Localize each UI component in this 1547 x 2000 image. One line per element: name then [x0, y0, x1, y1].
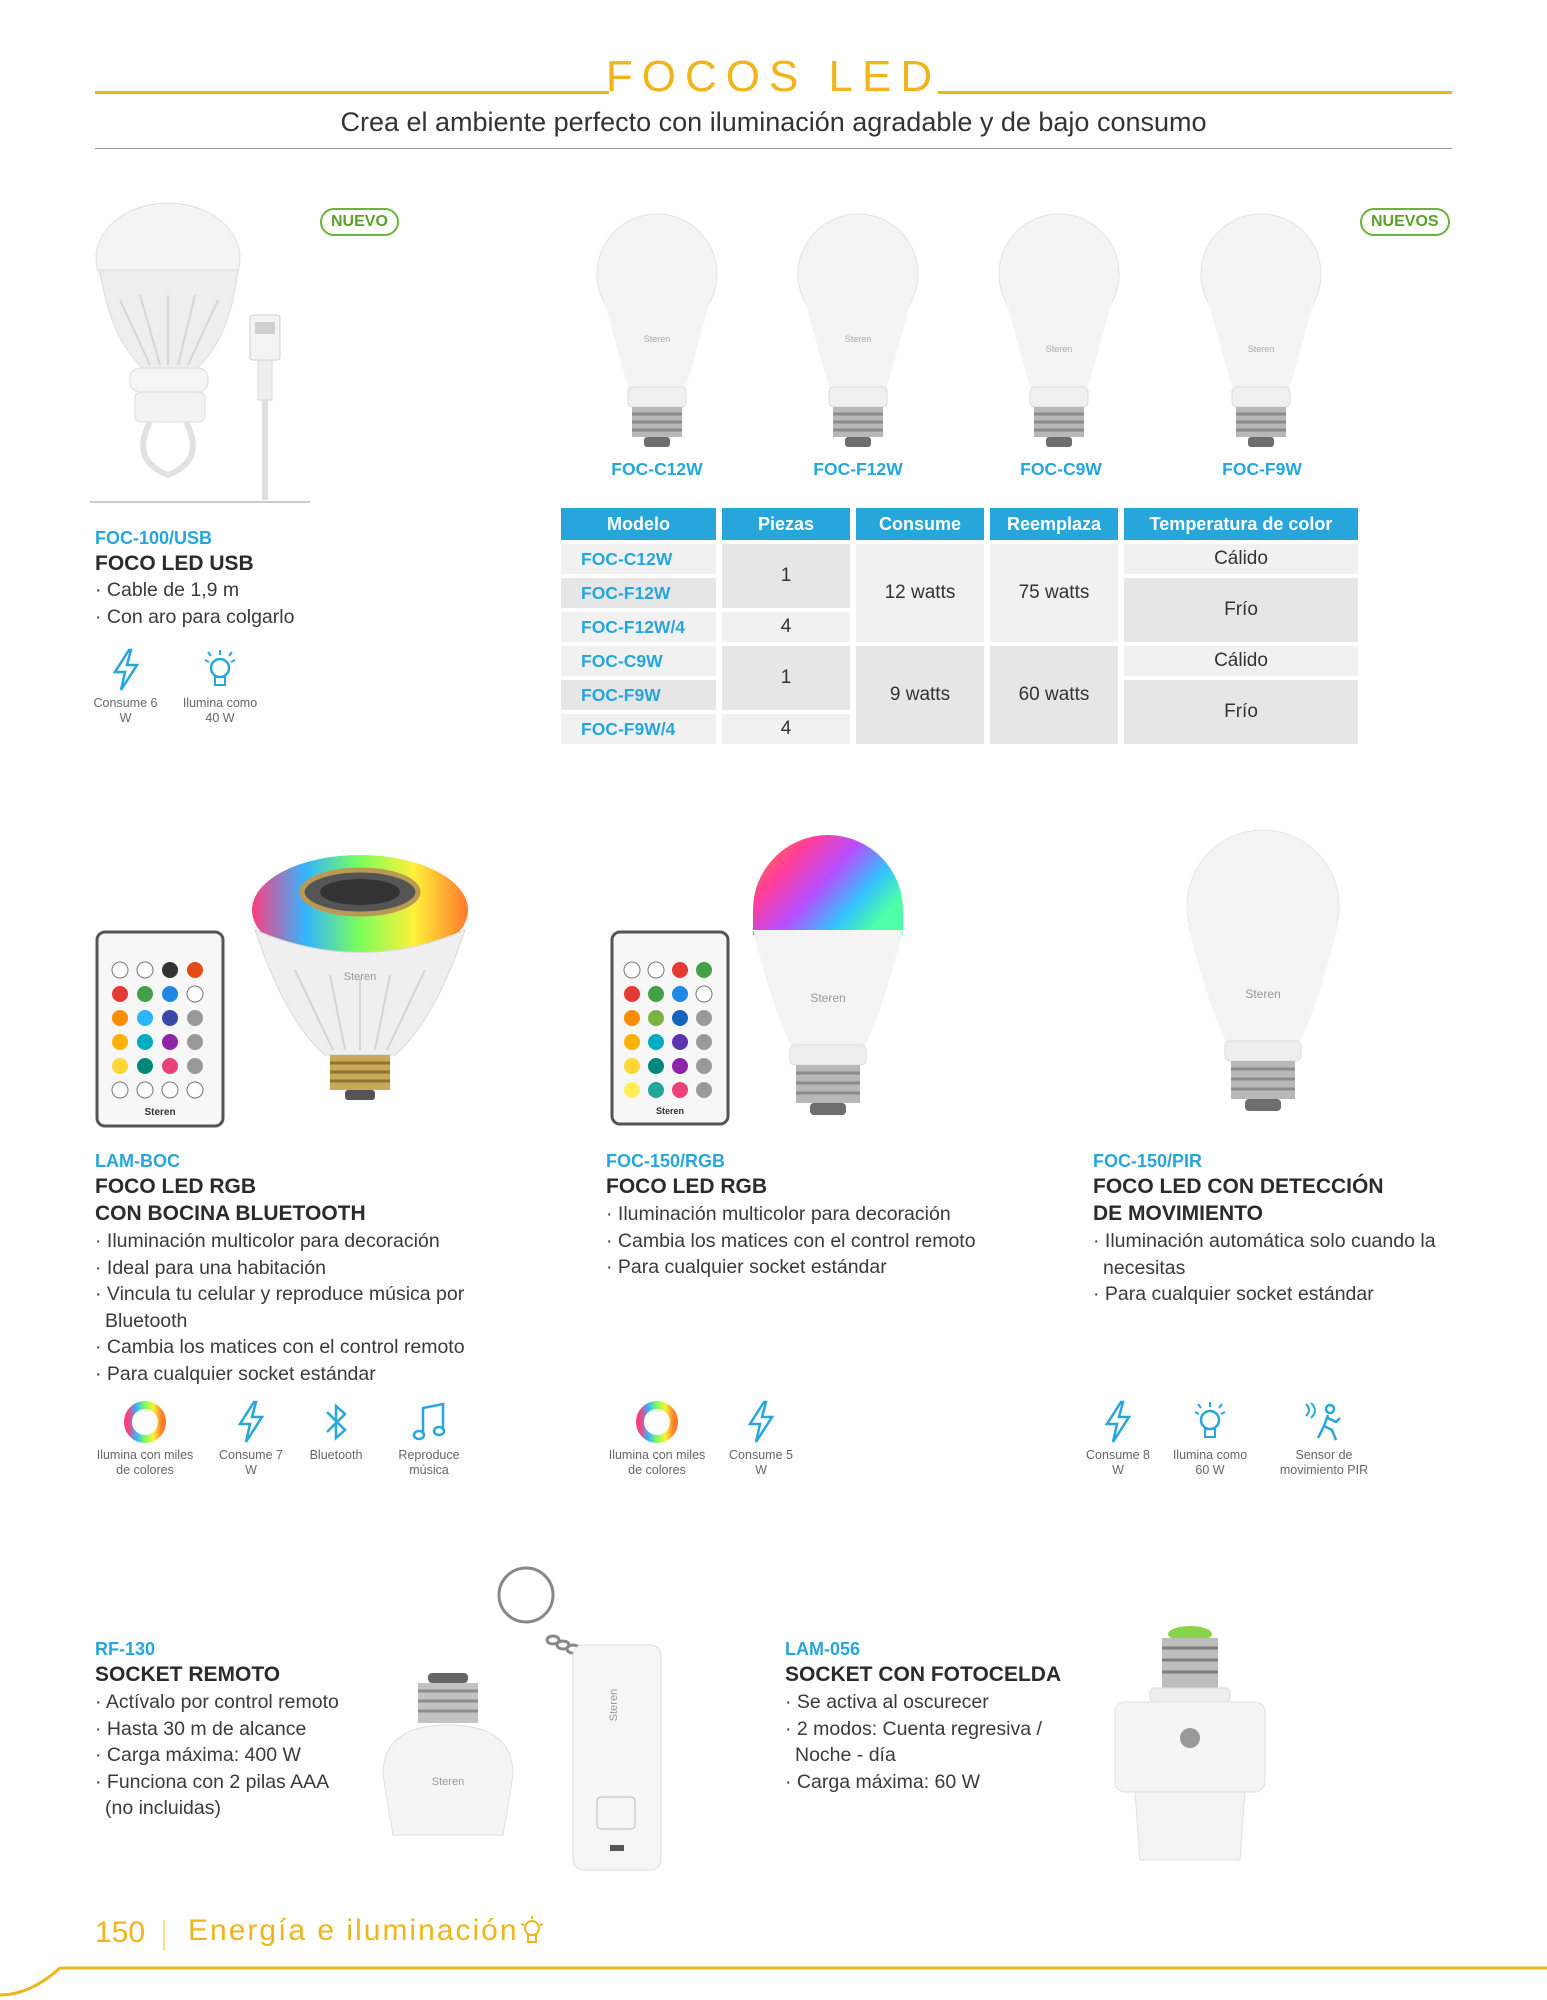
lam-boc-name	[95, 1173, 366, 1227]
table-model-cell: FOC-F12W	[561, 578, 716, 608]
bulb-brand-mark: Steren	[643, 334, 671, 344]
socket-brand-mark: Steren	[431, 1776, 465, 1788]
table-temperature-cell: Cálido	[1124, 646, 1358, 676]
table-header-cell: Consume	[856, 508, 984, 540]
table-header-cell: Reemplaza	[990, 508, 1118, 540]
usb-icon-ilumina-label: Ilumina como 40 W	[182, 696, 258, 725]
remote-socket-image	[378, 1565, 668, 1880]
bulb-glow-icon	[1190, 1400, 1230, 1444]
lam-boc-icon-bluetooth-label: Bluetooth	[309, 1448, 363, 1462]
table-model-cell: FOC-C12W	[561, 544, 716, 574]
table-model-cell: FOC-F9W	[561, 680, 716, 710]
photocell-socket-image	[1110, 1620, 1270, 1880]
pir-bulb-image	[1183, 826, 1343, 1126]
lam-boc-icon-bluetooth	[300, 1400, 372, 1463]
footer-rule	[0, 1950, 1547, 2000]
usb-icon-consume	[88, 648, 163, 726]
lam-boc-icon-colors-label: Ilumina con miles de colores	[96, 1448, 194, 1477]
lam056-feature: · Se activa al oscurecer	[785, 1689, 1070, 1716]
remote-control-image	[95, 930, 225, 1128]
table-consume-cell: 9 watts	[856, 646, 984, 744]
bulb-code: FOC-C9W	[1020, 459, 1102, 479]
remote-brand-mark: Steren	[655, 1106, 685, 1116]
lam-boc-feature: · Vincula tu celular y reproduce música por Bluetooth	[95, 1281, 475, 1334]
table-pieces-cell: 4	[722, 612, 850, 642]
footer-separator	[163, 1920, 165, 1950]
usb-icon-ilumina	[180, 648, 260, 726]
table-pieces-cell: 4	[722, 714, 850, 744]
lam056-code: LAM-056	[785, 1639, 861, 1659]
foc-rgb-icon-consume-label: Consume 5 W	[729, 1448, 793, 1477]
foc-rgb-icon-colors-label: Ilumina con miles de colores	[608, 1448, 706, 1477]
bulb-image	[592, 212, 722, 452]
table-temperature-cell: Frío	[1124, 578, 1358, 642]
color-wheel-icon	[635, 1400, 679, 1444]
table-pieces-cell: 1	[722, 544, 850, 608]
page-subtitle: Crea el ambiente perfecto con iluminación agradable y de bajo consumo	[340, 107, 1207, 137]
nuevos-badge: NUEVOS	[1360, 208, 1450, 236]
foc-pir-icon-consume	[1082, 1400, 1154, 1478]
rf130-feature: · Funciona con 2 pilas AAA (no incluidas)	[95, 1769, 355, 1822]
table-replaces-cell: 60 watts	[990, 646, 1118, 744]
bulb-brand-mark: Steren	[844, 334, 872, 344]
lightning-icon	[234, 1400, 268, 1444]
bulb-image	[1196, 212, 1326, 452]
page-number: 150	[95, 1916, 146, 1949]
remote-brand-mark: Steren	[144, 1107, 176, 1118]
lam-boc-icon-music	[388, 1400, 470, 1478]
lightning-icon	[109, 648, 143, 692]
foc-pir-icon-ilumina	[1168, 1400, 1252, 1478]
table-pieces-cell: 1	[722, 646, 850, 710]
lam056-feature: · 2 modos: Cuenta regresiva / Noche - día	[785, 1716, 1070, 1769]
lam-boc-code: LAM-BOC	[95, 1151, 180, 1171]
table-model-cell: FOC-F12W/4	[561, 612, 716, 642]
rgb-bulb-brand-mark: Steren	[810, 991, 846, 1005]
color-wheel-icon	[123, 1400, 167, 1444]
table-consume-cell: 12 watts	[856, 544, 984, 642]
lam056-feature: · Carga máxima: 60 W	[785, 1769, 1070, 1796]
nuevo-badge: NUEVO	[320, 208, 399, 236]
speaker-bulb-image	[245, 850, 475, 1130]
motion-sensor-icon	[1302, 1400, 1346, 1444]
usb-bulb-image	[90, 200, 320, 510]
foc-rgb-icon-colors	[602, 1400, 712, 1478]
header-divider	[95, 148, 1452, 149]
foc-pir-feature: · Para cualquier socket estándar	[1093, 1281, 1453, 1308]
table-temperature-cell: Frío	[1124, 680, 1358, 744]
usb-product-name: FOCO LED USB	[95, 552, 254, 575]
foc-rgb-feature: · Cambia los matices con el control remoto	[606, 1228, 1036, 1255]
foc-rgb-icon-consume	[725, 1400, 797, 1478]
lam-boc-icon-consume-label: Consume 7 W	[219, 1448, 283, 1477]
footer-bulb-icon	[520, 1916, 544, 1948]
footer-section-title: Energía e iluminación	[188, 1914, 519, 1947]
foc-rgb-feature: · Iluminación multicolor para decoración	[606, 1201, 1036, 1228]
table-header-cell: Modelo	[561, 508, 716, 540]
pir-bulb-brand-mark: Steren	[1245, 987, 1281, 1001]
foc-rgb-name: FOCO LED RGB	[606, 1175, 767, 1198]
table-model-cell: FOC-C9W	[561, 646, 716, 676]
lam056-name: SOCKET CON FOTOCELDA	[785, 1663, 1062, 1686]
table-header-cell: Piezas	[722, 508, 850, 540]
bulb-brand-mark: Steren	[1045, 344, 1073, 354]
bluetooth-icon	[319, 1400, 353, 1444]
lightning-icon	[1101, 1400, 1135, 1444]
table-model-cell: FOC-F9W/4	[561, 714, 716, 744]
rf130-name: SOCKET REMOTO	[95, 1663, 281, 1686]
remote-socket-brand-mark: Steren	[608, 1688, 620, 1722]
rf130-feature: · Carga máxima: 400 W	[95, 1742, 375, 1769]
rf130-feature: · Actívalo por control remoto	[95, 1689, 375, 1716]
bulb-brand-mark: Steren	[1247, 344, 1275, 354]
foc-pir-name	[1093, 1173, 1384, 1227]
foc-rgb-feature-list	[606, 1201, 1036, 1281]
lam-boc-icon-consume	[215, 1400, 287, 1478]
rgb-bulb-image	[748, 830, 908, 1130]
table-temperature-cell: Cálido	[1124, 544, 1358, 574]
foc-rgb-code: FOC-150/RGB	[606, 1151, 726, 1171]
lightning-icon	[744, 1400, 778, 1444]
foc-pir-feature-list	[1093, 1228, 1453, 1308]
foc-pir-icon-sensor-label: Sensor de movimiento PIR	[1279, 1448, 1369, 1477]
usb-feature: · Cable de 1,9 m	[95, 577, 395, 604]
bulb-code: FOC-C12W	[611, 459, 703, 479]
lam056-feature-list	[785, 1689, 1070, 1795]
lam-boc-feature: · Cambia los matices con el control remoto	[95, 1334, 515, 1361]
lam-boc-feature: · Ideal para una habitación	[95, 1255, 515, 1282]
usb-feature-list	[95, 577, 395, 630]
rf130-code: RF-130	[95, 1639, 156, 1659]
foc-pir-icon-consume-label: Consume 8 W	[1086, 1448, 1150, 1477]
foc-pir-code: FOC-150/PIR	[1093, 1151, 1203, 1171]
usb-feature: · Con aro para colgarlo	[95, 604, 395, 631]
bulb-code: FOC-F9W	[1222, 459, 1302, 479]
bulb-glow-icon	[200, 648, 240, 692]
lam-boc-name-line: CON BOCINA BLUETOOTH	[95, 1202, 366, 1225]
remote-control-image	[610, 930, 730, 1126]
rf130-feature-list	[95, 1689, 375, 1822]
page-title: FOCOS LED	[605, 52, 942, 101]
lam-boc-icon-music-label: Reproduce música	[398, 1448, 460, 1477]
lam-boc-feature: · Para cualquier socket estándar	[95, 1361, 515, 1388]
lam-boc-icon-colors	[90, 1400, 200, 1478]
rf130-feature: · Hasta 30 m de alcance	[95, 1716, 375, 1743]
foc-pir-feature: · Iluminación automática solo cuando la necesitas	[1093, 1228, 1453, 1281]
usb-icon-consume-label: Consume 6 W	[93, 696, 158, 725]
foc-rgb-feature: · Para cualquier socket estándar	[606, 1254, 1036, 1281]
bulb-image	[994, 212, 1124, 452]
bulb-image	[793, 212, 923, 452]
foc-pir-name-line: FOCO LED CON DETECCIÓN	[1093, 1175, 1384, 1198]
table-replaces-cell: 75 watts	[990, 544, 1118, 642]
lam-boc-feature-list	[95, 1228, 515, 1387]
bulb-code: FOC-F12W	[813, 459, 903, 479]
table-header-cell: Temperatura de color	[1124, 508, 1358, 540]
music-note-icon	[409, 1400, 449, 1444]
usb-product-code: FOC-100/USB	[95, 528, 213, 548]
foc-pir-name-line: DE MOVIMIENTO	[1093, 1202, 1263, 1225]
lam-boc-feature: · Iluminación multicolor para decoración	[95, 1228, 515, 1255]
foc-pir-icon-sensor	[1268, 1400, 1380, 1478]
foc-pir-icon-ilumina-label: Ilumina como 60 W	[1172, 1448, 1248, 1477]
lam-boc-name-line: FOCO LED RGB	[95, 1175, 256, 1198]
speaker-brand-mark: Steren	[343, 971, 377, 983]
